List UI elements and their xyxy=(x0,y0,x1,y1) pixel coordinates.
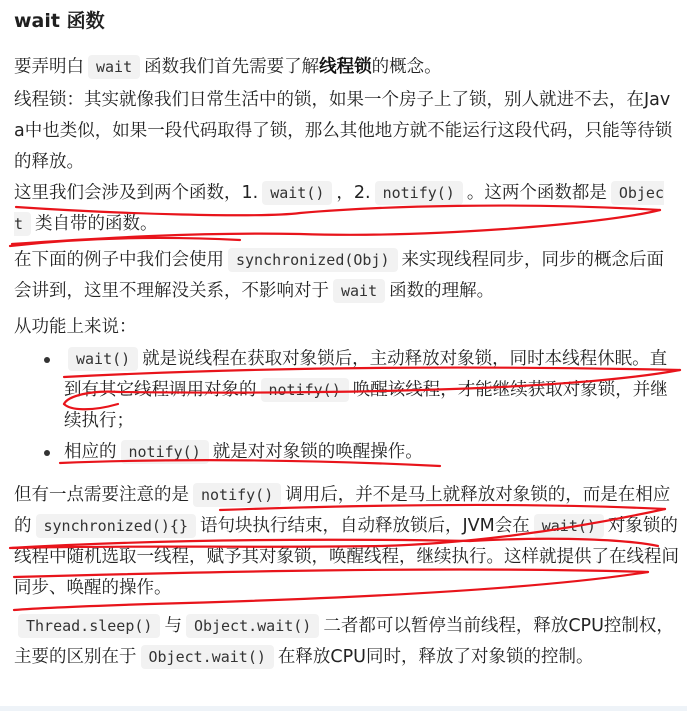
code-wait-2: wait xyxy=(333,279,385,303)
lock-definition-paragraph: 线程锁：其实就像我们日常生活中的锁，如果一个房子上了锁，别人就进不去，在Java中也类似，如果一段代码取得了锁，那么其他地方就不能运行这段代码，只能等待锁的释放。 xyxy=(14,90,673,172)
compare-paragraph: Thread.sleep() 与 Object.wait() 二者都可以暂停当前线程，释放CPU控制权，主要的区别在于 Object.wait() 在释放CPU同时，释放了对象锁的控制。 xyxy=(14,616,674,667)
code-notify-bullet-2: notify() xyxy=(121,440,209,464)
code-synchronized-block: synchronized(){} xyxy=(36,514,197,538)
bold-thread-lock: 线程锁 xyxy=(319,57,372,77)
code-thread-sleep: Thread.sleep() xyxy=(18,614,160,638)
code-notify-bullet: notify() xyxy=(261,378,349,402)
list-item: 相应的 notify() 就是对对象锁的唤醒操作。 xyxy=(40,437,680,468)
bottom-divider xyxy=(0,706,687,711)
note-paragraph: 但有一点需要注意的是 notify() 调用后，并不是马上就释放对象锁的，而是在相应的 synchronized(){} 语句块执行结束，自动释放锁后，JVM会在 wait() 对象锁的线程中随机选取一线程，赋予其对象锁，唤醒线程，继续执行。这样就提供了在线程间同步、唤醒的操作。 xyxy=(14,485,679,598)
bullet-dot-icon xyxy=(44,357,50,363)
two-functions-paragraph: 这里我们会涉及到两个函数，1. wait() ，2. notify() 。这两个函数都是 Object 类自带的函数。 xyxy=(14,183,664,234)
code-object-wait-2: Object.wait() xyxy=(141,645,274,669)
function-bullet-list xyxy=(40,344,680,468)
code-object-wait: Object.wait() xyxy=(186,614,319,638)
function-intro: 从功能上来说： xyxy=(14,317,137,337)
code-synchronized-obj: synchronized(Obj) xyxy=(228,248,398,272)
code-wait-note: wait() xyxy=(534,514,604,538)
list-item: wait() 就是说线程在获取对象锁后，主动释放对象锁，同时本线程休眠。直到有其它线程调用对象的 notify() 唤醒该线程，才能继续获取对象锁，并继续执行； xyxy=(40,344,680,437)
intro-paragraph: 要弄明白 wait 函数我们首先需要了解线程锁的概念。 xyxy=(14,57,442,77)
page-title: wait 函数 xyxy=(14,10,105,32)
example-paragraph: 在下面的例子中我们会使用 synchronized(Obj) 来实现线程同步，同步的概念后面会讲到，这里不理解没关系，不影响对于 wait 函数的理解。 xyxy=(14,250,665,301)
code-notify-call: notify() xyxy=(375,181,463,205)
code-object: Object xyxy=(14,181,664,236)
code-wait-call: wait() xyxy=(262,181,332,205)
code-wait: wait xyxy=(88,55,140,79)
code-wait-bullet: wait() xyxy=(68,347,138,371)
bullet-dot-icon xyxy=(44,450,50,456)
code-notify-note: notify() xyxy=(193,483,281,507)
